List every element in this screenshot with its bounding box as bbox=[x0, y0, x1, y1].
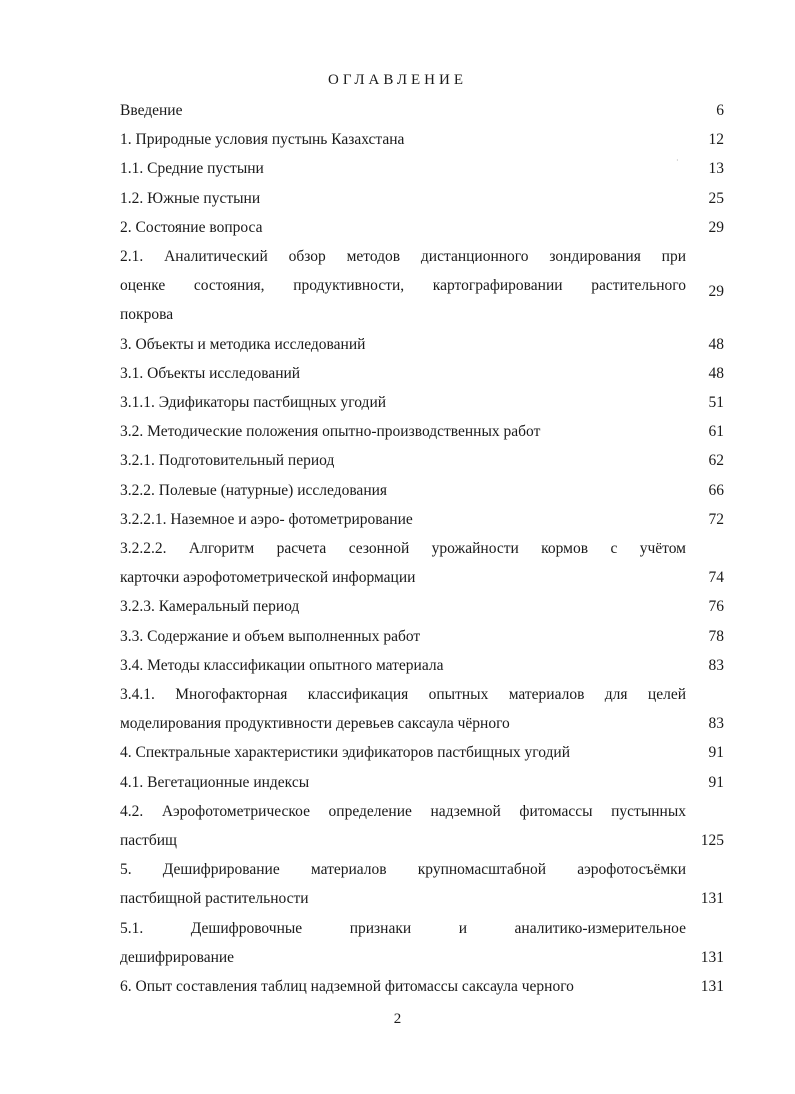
toc-entry-line: дешифрирование bbox=[120, 948, 235, 966]
toc-entry bbox=[120, 680, 732, 738]
toc-entry bbox=[120, 417, 732, 446]
toc-entry-title bbox=[120, 914, 686, 972]
toc-entry-page: 91 bbox=[708, 744, 724, 762]
toc-entry-line: пастбищной растительности bbox=[120, 890, 309, 908]
toc-entry-title bbox=[120, 680, 686, 738]
scan-speck: · bbox=[676, 156, 679, 165]
toc-entry-line: 4.2. Аэрофотометрическое определение надземной фитомассы пустынных bbox=[120, 802, 686, 820]
toc-entry-title bbox=[120, 184, 686, 213]
toc-entry-title bbox=[120, 855, 686, 913]
toc-entry bbox=[120, 184, 732, 213]
toc-entry-page: 76 bbox=[708, 598, 724, 616]
toc-entry-line: 3.2.2. Полевые (натурные) исследования bbox=[120, 481, 388, 499]
toc-entry-page: 91 bbox=[708, 773, 724, 791]
toc-entry-line: 1.1. Средние пустыни bbox=[120, 160, 264, 178]
toc-entry-title bbox=[120, 651, 686, 680]
toc-entry-title bbox=[120, 125, 686, 154]
toc-entry bbox=[120, 972, 732, 1001]
toc-entry-page: 66 bbox=[708, 481, 724, 499]
toc-entry-page: 61 bbox=[708, 423, 724, 441]
toc-entry-page: 78 bbox=[708, 627, 724, 645]
toc-entry-line: 6. Опыт составления таблиц надземной фитомассы саксаула черного bbox=[120, 978, 574, 995]
toc-entry-page: 12 bbox=[708, 131, 724, 149]
toc-entry-title bbox=[120, 417, 686, 446]
toc-entry-page: 131 bbox=[700, 978, 724, 995]
toc-entry-title bbox=[120, 972, 686, 1001]
toc-entry bbox=[120, 476, 732, 505]
toc-entry-line: 4. Спектральные характеристики эдификаторов пастбищных угодий bbox=[120, 744, 570, 762]
toc-entry-line: 3.2.3. Камеральный период bbox=[120, 598, 300, 616]
toc-entry-page: 72 bbox=[708, 510, 724, 528]
toc-entry-line: оценке состояния, продуктивности, картографировании растительного bbox=[120, 277, 686, 294]
toc-entry bbox=[120, 738, 732, 767]
toc-entry-line: 3.3. Содержание и объем выполненных работ bbox=[120, 627, 421, 645]
toc-entry-title bbox=[120, 242, 686, 329]
toc-entry bbox=[120, 96, 732, 125]
toc-entry-title bbox=[120, 768, 686, 797]
toc-entry-title bbox=[120, 330, 686, 359]
toc-entry bbox=[120, 242, 732, 330]
toc-entry-line: 3.1. Объекты исследований bbox=[120, 364, 301, 382]
toc-entry bbox=[120, 914, 732, 972]
toc-entry-line: Введение bbox=[120, 102, 183, 119]
toc-entry-line: 3.2.2.1. Наземное и аэро- фотометрирование bbox=[120, 510, 413, 528]
toc-entry bbox=[120, 446, 732, 475]
toc-entry-line: 3.2.1. Подготовительный период bbox=[120, 452, 335, 470]
toc-entry-page: 74 bbox=[708, 569, 724, 587]
toc-entry-title bbox=[120, 476, 686, 505]
toc-entry-line: 2.1. Аналитический обзор методов дистанционного зондирования при bbox=[120, 248, 686, 265]
toc-entry-page: 29 bbox=[708, 283, 724, 301]
toc-entry-page: 6 bbox=[716, 102, 724, 119]
toc-entry-title bbox=[120, 592, 686, 621]
toc-entry bbox=[120, 592, 732, 621]
toc-title: ОГЛАВЛЕНИЕ bbox=[328, 72, 467, 88]
toc-entry-page: 83 bbox=[708, 715, 724, 733]
toc-entry-line: пастбищ bbox=[120, 831, 177, 849]
page-number: 2 bbox=[393, 1011, 402, 1027]
toc-entry-line: моделирования продуктивности деревьев саксаула чёрного bbox=[120, 715, 510, 732]
toc-entry-title bbox=[120, 738, 686, 767]
toc-entry-title bbox=[120, 213, 686, 242]
toc-entry-line: покрова bbox=[120, 306, 174, 323]
toc-entry-line: 3.2.2.2. Алгоритм расчета сезонной урожайности кормов с учётом bbox=[120, 540, 686, 557]
toc-entry bbox=[120, 797, 732, 855]
toc-entry-line: 1. Природные условия пустынь Казахстана bbox=[120, 131, 405, 149]
toc-entry bbox=[120, 388, 732, 417]
toc-entry-line: 2. Состояние вопроса bbox=[120, 218, 263, 236]
toc-entry-page: 29 bbox=[708, 218, 724, 236]
toc-entry-page: 25 bbox=[708, 189, 724, 207]
toc-entry-page: 131 bbox=[700, 890, 724, 908]
toc-entry-page: 62 bbox=[708, 452, 724, 470]
toc-entry-line: 3.4.1. Многофакторная классификация опытных материалов для целей bbox=[120, 686, 686, 703]
toc-entry-title bbox=[120, 446, 686, 475]
toc-entry bbox=[120, 651, 732, 680]
toc-entry-line: 4.1. Вегетационные индексы bbox=[120, 773, 310, 791]
toc-entry bbox=[120, 855, 732, 913]
toc-entry-page: 48 bbox=[708, 335, 724, 353]
toc-entry-page: 83 bbox=[708, 656, 724, 674]
toc-entry-title bbox=[120, 534, 686, 592]
toc-entry-title bbox=[120, 622, 686, 651]
toc-entry bbox=[120, 213, 732, 242]
toc-entry bbox=[120, 768, 732, 797]
toc-entry-page: 131 bbox=[700, 948, 724, 966]
toc-entry-line: 3. Объекты и методика исследований bbox=[120, 335, 366, 353]
toc-entry-line: 5. Дешифрирование материалов крупномасштабной аэрофотосъёмки bbox=[120, 861, 686, 879]
toc-entry bbox=[120, 154, 732, 183]
toc-entry bbox=[120, 125, 732, 154]
toc-entry-page: 48 bbox=[708, 364, 724, 382]
toc-entry-title bbox=[120, 359, 686, 388]
toc-entry-page: 51 bbox=[708, 394, 724, 411]
toc-entry-page: 13 bbox=[708, 160, 724, 178]
toc-entry-line: 3.1.1. Эдификаторы пастбищных угодий bbox=[120, 394, 387, 411]
toc-entry-line: 3.4. Методы классификации опытного материала bbox=[120, 656, 444, 674]
toc-entry-line: 1.2. Южные пустыни bbox=[120, 189, 261, 207]
toc-entry bbox=[120, 330, 732, 359]
toc-entry-page: 125 bbox=[700, 831, 724, 849]
toc-entry-title bbox=[120, 154, 686, 183]
toc-entry-title bbox=[120, 96, 686, 125]
toc-entry bbox=[120, 505, 732, 534]
toc-entry-line: 3.2. Методические положения опытно-производственных работ bbox=[120, 423, 541, 441]
toc-entry-line: 5.1. Дешифровочные признаки и аналитико-измерительное bbox=[120, 919, 686, 937]
toc-entry bbox=[120, 622, 732, 651]
toc-entry-line: карточки аэрофотометрической информации bbox=[120, 569, 416, 586]
toc-entry-title bbox=[120, 505, 686, 534]
toc-entry bbox=[120, 359, 732, 388]
toc-entry bbox=[120, 534, 732, 592]
toc-entry-title bbox=[120, 797, 686, 855]
toc-entry-title bbox=[120, 388, 686, 417]
